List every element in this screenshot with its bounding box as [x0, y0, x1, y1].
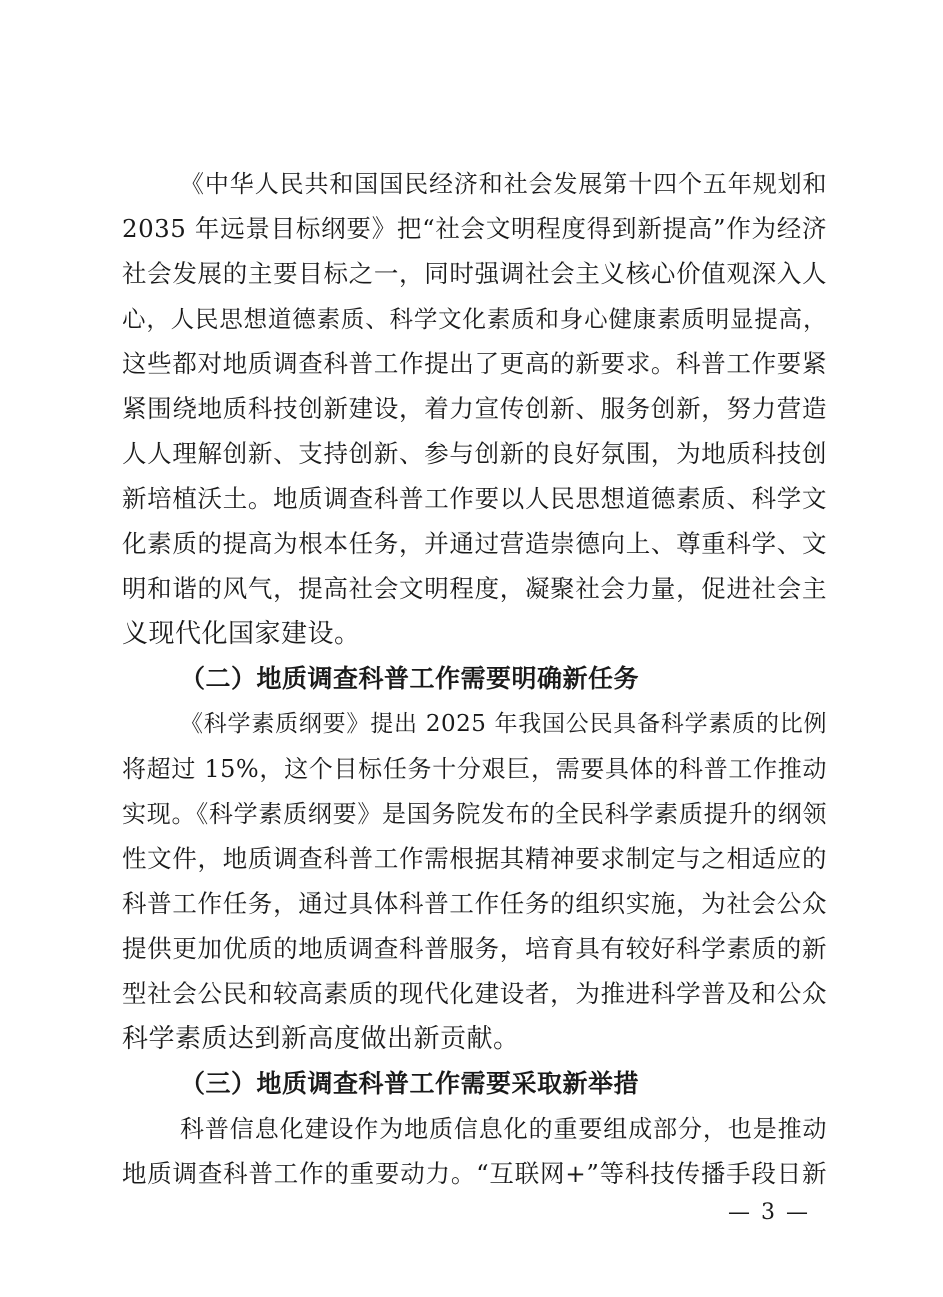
paragraph-1-line-7: 人人理解创新、支持创新、参与创新的良好氛围，为地质科技创 [122, 439, 827, 468]
section-heading-3: （三）地质调查科普工作需要采取新举措 [180, 1069, 640, 1098]
paragraph-1-line-1: 《中华人民共和国国民经济和社会发展第十四个五年规划和 [180, 170, 827, 198]
page-number: — 3 — [728, 1200, 810, 1225]
paragraph-1-line-5: 这些都对地质调查科普工作提出了更高的新要求。科普工作要紧 [122, 349, 827, 378]
paragraph-1-line-3: 社会发展的主要目标之一，同时强调社会主义核心价值观深入人 [122, 259, 827, 288]
paragraph-1-line-6: 紧围绕地质科技创新建设，着力宣传创新、服务创新，努力营造 [122, 394, 827, 423]
section-heading-2: （二）地质调查科普工作需要明确新任务 [180, 664, 640, 693]
paragraph-1-line-4: 心，人民思想道德素质、科学文化素质和身心健康素质明显提高， [122, 305, 827, 333]
paragraph-2-line-6: 提供更加优质的地质调查科普服务，培育具有较好科学素质的新 [122, 934, 827, 963]
paragraph-2-line-2: 将超过 15%，这个目标任务十分艰巨，需要具体的科普工作推动 [122, 755, 827, 783]
paragraph-2-line-5: 科普工作任务，通过具体科普工作任务的组织实施，为社会公众 [122, 889, 827, 918]
paragraph-2-line-1: 《科学素质纲要》提出 2025 年我国公民具备科学素质的比例 [180, 711, 827, 737]
paragraph-1-line-8: 新培植沃土。地质调查科普工作要以人民思想道德素质、科学文 [122, 484, 827, 513]
paragraph-2-line-3: 实现。《科学素质纲要》是国务院发布的全民科学素质提升的纲领 [122, 800, 827, 828]
paragraph-1-line-2: 2035 年远景目标纲要》把“社会文明程度得到新提高”作为经济 [122, 214, 827, 243]
paragraph-3-line-1: 科普信息化建设作为地质信息化的重要组成部分，也是推动 [180, 1115, 827, 1143]
paragraph-2-line-7: 型社会公民和较高素质的现代化建设者，为推进科学普及和公众 [122, 979, 827, 1008]
paragraph-3-line-2: 地质调查科普工作的重要动力。“互联网+”等科技传播手段日新 [122, 1159, 827, 1188]
paragraph-2-line-8: 科学素质达到新高度做出新贡献。 [122, 1024, 520, 1054]
paragraph-1-line-9: 化素质的提高为根本任务，并通过营造崇德向上、尊重科学、文 [122, 529, 827, 558]
paragraph-2-line-4: 性文件，地质调查科普工作需根据其精神要求制定与之相适应的 [122, 844, 827, 873]
paragraph-1-line-11: 义现代化国家建设。 [122, 619, 361, 649]
paragraph-1-line-10: 明和谐的风气，提高社会文明程度，凝聚社会力量，促进社会主 [122, 574, 827, 603]
